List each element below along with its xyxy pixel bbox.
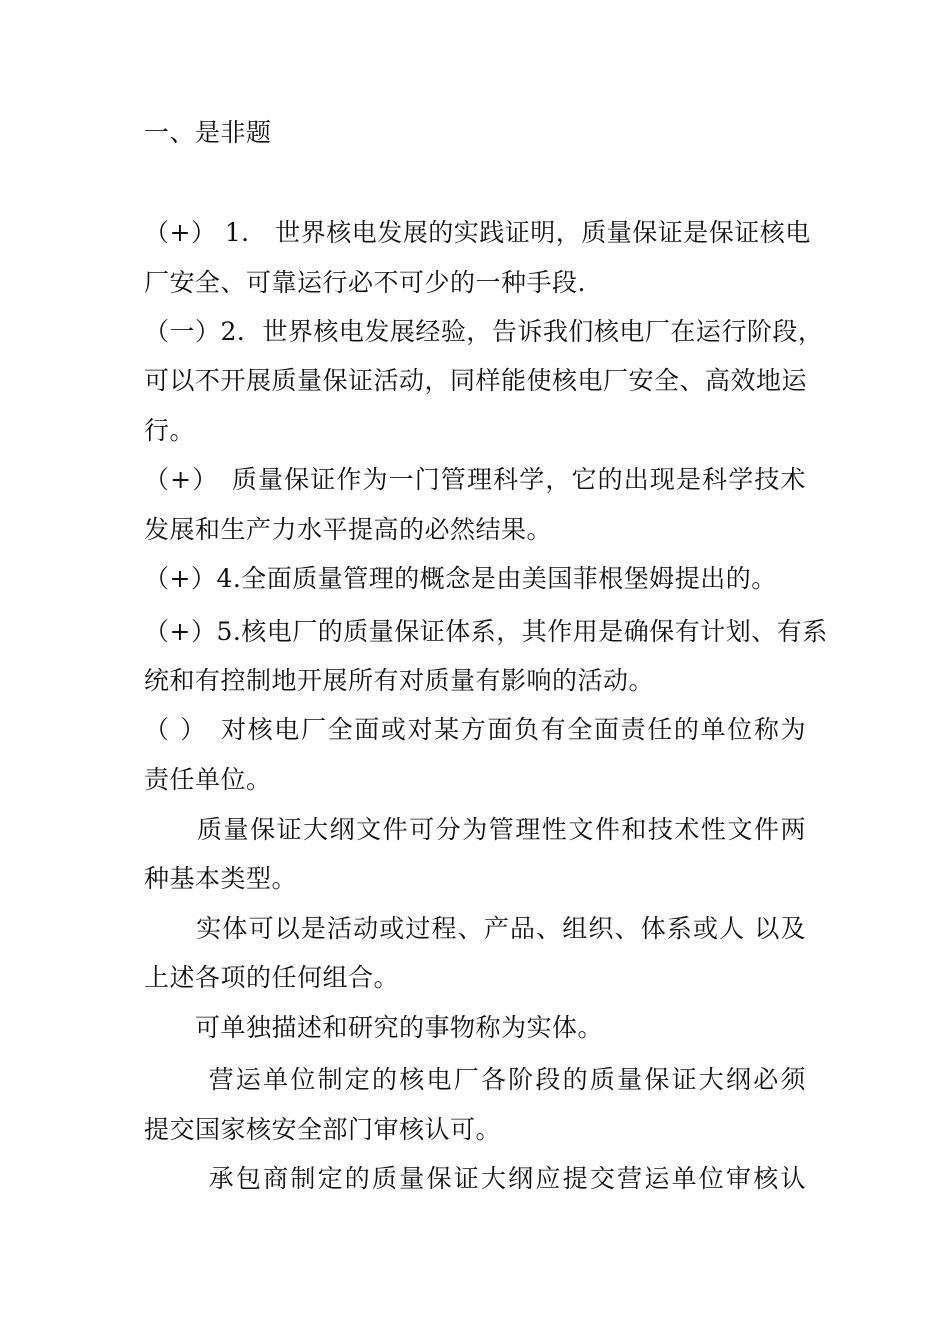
text-line: 可单独描述和研究的事物称为实体。 [144,1013,604,1042]
text-line: （+）4.全面质量管理的概念是由美国菲根堡姆提出的。 [144,564,777,593]
text-line: 营运单位制定的核电厂各阶段的质量保证大纲必须 [144,1065,806,1094]
text-line: 发展和生产力水平提高的必然结果。 [144,515,553,544]
text-line: （+） 质量保证作为一门管理科学，它的出现是科学技术 [144,465,806,494]
text-line: （ ） 对核电厂全面或对某方面负有全面责任的单位称为 [144,715,806,744]
text-line: 提交国家核安全部门审核认可。 [144,1115,502,1144]
text-line: 承包商制定的质量保证大纲应提交营运单位审核认 [144,1164,806,1193]
text-line: 统和有控制地开展所有对质量有影响的活动。 [144,666,655,695]
text-line: 上述各项的任何组合。 [144,963,400,992]
section-heading: 一、是非题 [144,118,272,147]
text-line: 种基本类型。 [144,864,298,893]
text-line: 实体可以是活动或过程、产品、组织、体系或人 以及 [144,914,806,943]
text-line: 可以不开展质量保证活动，同样能使核电厂安全、高效地运 [144,366,808,395]
text-line: （+） 1． 世界核电发展的实践证明，质量保证是保证核电 [144,218,811,247]
text-line: （一）2．世界核电发展经验，告诉我们核电厂在运行阶段， [144,317,824,346]
text-line: 行。 [144,416,196,445]
text-line: 厂安全、可靠运行必不可少的一种手段. [144,268,586,297]
text-line: （+）5.核电厂的质量保证体系，其作用是确保有计划、有系 [144,617,828,646]
text-line: 责任单位。 [144,765,272,794]
text-line: 质量保证大纲文件可分为管理性文件和技术性文件两 [144,815,806,844]
